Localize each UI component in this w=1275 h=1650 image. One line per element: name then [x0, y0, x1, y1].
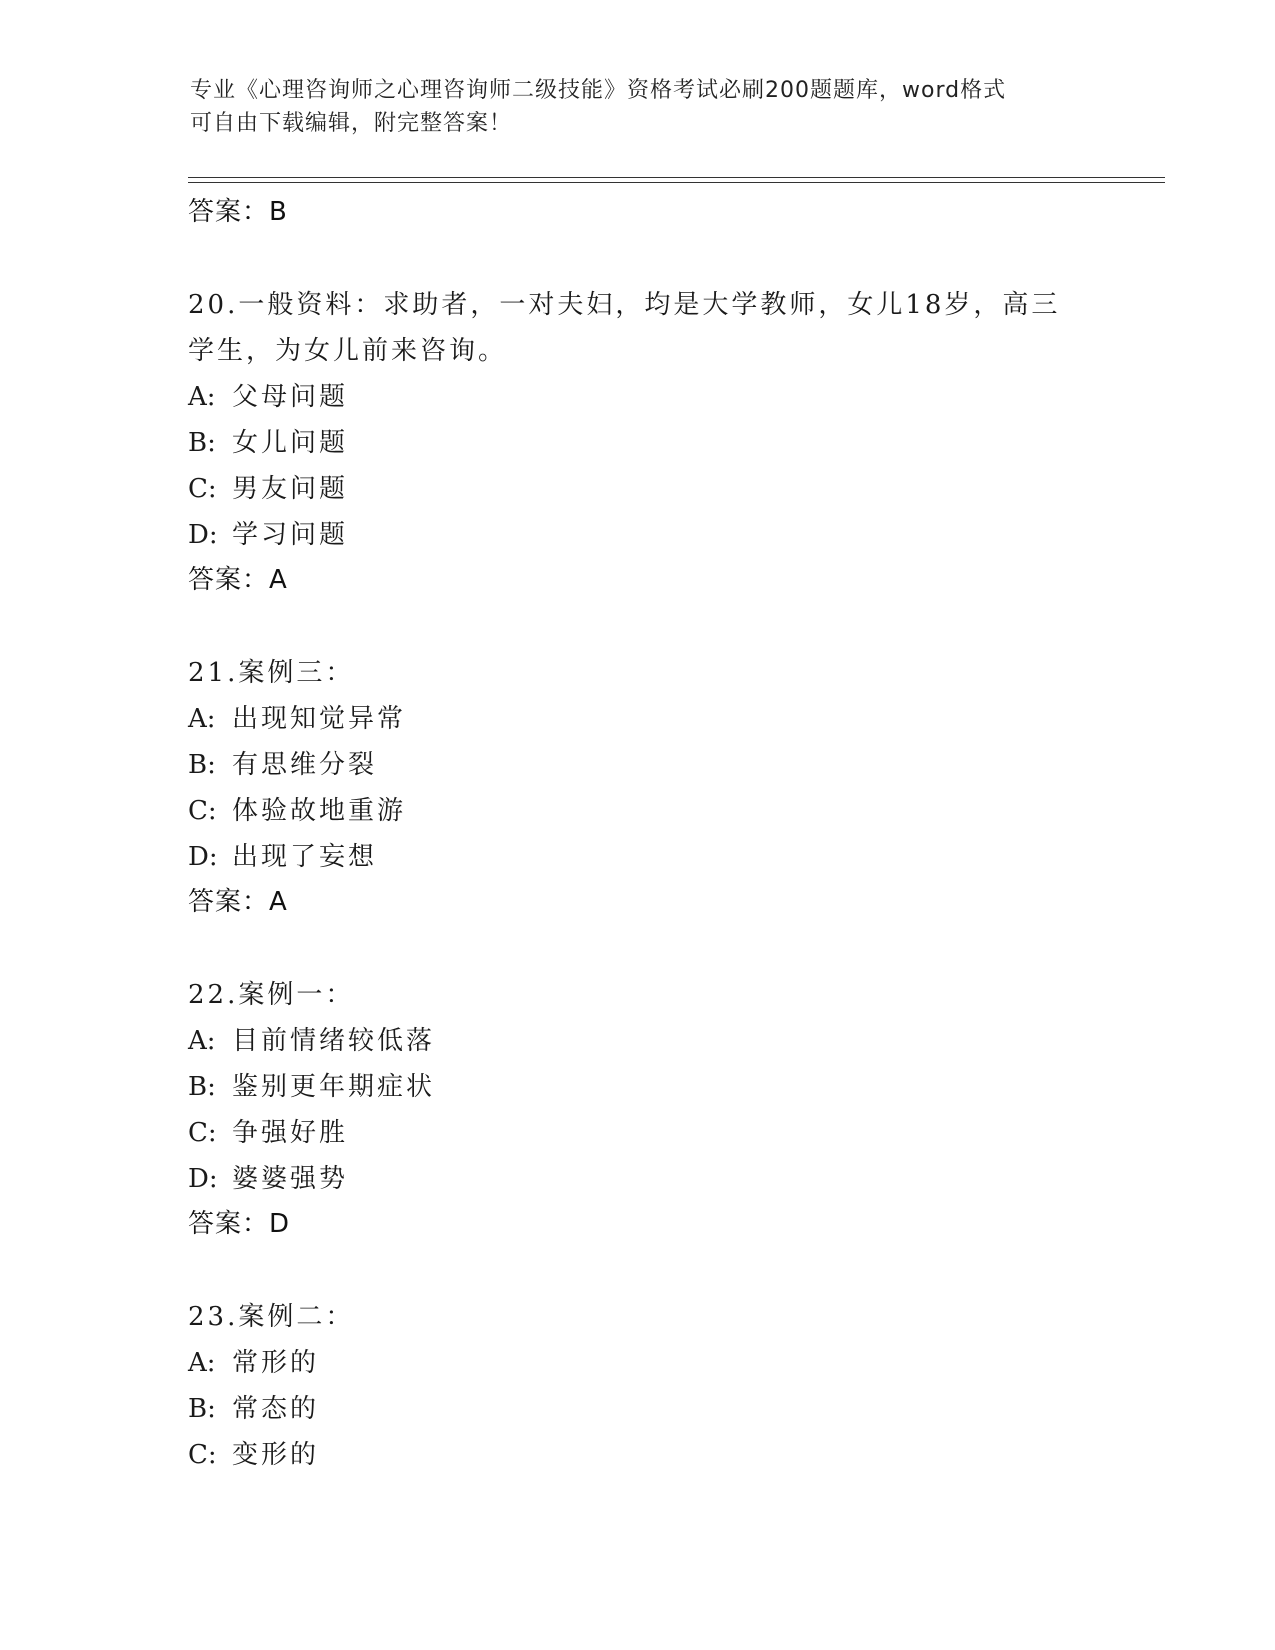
- option-c: [188, 466, 1088, 512]
- option-letter: B:: [188, 428, 216, 458]
- option-letter: A:: [188, 704, 216, 734]
- option-b: [188, 742, 1088, 788]
- option-letter: C:: [188, 1440, 217, 1470]
- spacer: [188, 925, 1088, 972]
- option-a: [188, 374, 1088, 420]
- option-text: 体验故地重游: [232, 796, 407, 826]
- spacer: [188, 235, 1088, 282]
- option-letter: B:: [188, 1072, 216, 1102]
- option-text: 出现了妄想: [232, 842, 378, 872]
- question-list: [188, 190, 1088, 1478]
- option-letter: D:: [188, 842, 218, 872]
- option-d: [188, 512, 1088, 558]
- question-text: 学生，为女儿前来咨询。: [188, 336, 508, 366]
- header-divider-bottom: [188, 182, 1165, 183]
- option-text: 鉴别更年期症状: [232, 1072, 436, 1102]
- option-letter: A:: [188, 1348, 216, 1378]
- spacer: [188, 603, 1088, 650]
- option-letter: C:: [188, 474, 217, 504]
- option-d: [188, 1156, 1088, 1202]
- question-text: 22.案例一：: [188, 980, 355, 1010]
- option-text: 男友问题: [232, 474, 349, 504]
- option-text: 婆婆强势: [232, 1164, 349, 1194]
- option-text: 目前情绪较低落: [232, 1026, 436, 1056]
- option-text: 常形的: [232, 1348, 320, 1378]
- option-d: [188, 834, 1088, 880]
- option-letter: B:: [188, 750, 216, 780]
- answer-line: 答案：A: [188, 887, 288, 917]
- option-c: [188, 1110, 1088, 1156]
- question-text: 23.案例二：: [188, 1302, 355, 1332]
- option-text: 常态的: [232, 1394, 320, 1424]
- answer-line: 答案：B: [188, 197, 288, 227]
- option-text: 父母问题: [232, 382, 349, 412]
- option-text: 争强好胜: [232, 1118, 349, 1148]
- option-c: [188, 788, 1088, 834]
- option-letter: C:: [188, 1118, 217, 1148]
- answer-line: 答案：A: [188, 565, 288, 595]
- option-letter: D:: [188, 520, 218, 550]
- document-header: [190, 74, 1090, 140]
- option-letter: D:: [188, 1164, 218, 1194]
- option-text: 变形的: [232, 1440, 320, 1470]
- option-text: 出现知觉异常: [232, 704, 407, 734]
- option-b: [188, 1064, 1088, 1110]
- header-divider-top: [188, 177, 1165, 178]
- option-text: 学习问题: [232, 520, 349, 550]
- option-text: 有思维分裂: [232, 750, 378, 780]
- option-b: [188, 1386, 1088, 1432]
- option-a: [188, 696, 1088, 742]
- question-text: 21.案例三：: [188, 658, 355, 688]
- option-letter: A:: [188, 1026, 216, 1056]
- option-b: [188, 420, 1088, 466]
- option-text: 女儿问题: [232, 428, 349, 458]
- spacer: [188, 1247, 1088, 1294]
- option-letter: A:: [188, 382, 216, 412]
- option-letter: C:: [188, 796, 217, 826]
- option-a: [188, 1340, 1088, 1386]
- answer-line: 答案：D: [188, 1209, 291, 1239]
- header-line-1: 专业《心理咨询师之心理咨询师二级技能》资格考试必刷200题题库，word格式: [190, 78, 1007, 103]
- option-a: [188, 1018, 1088, 1064]
- option-letter: B:: [188, 1394, 216, 1424]
- header-line-2: 可自由下载编辑，附完整答案！: [190, 111, 513, 136]
- question-text: 20.一般资料：求助者，一对夫妇，均是大学教师，女儿18岁，高三: [188, 290, 1061, 320]
- option-c: [188, 1432, 1088, 1478]
